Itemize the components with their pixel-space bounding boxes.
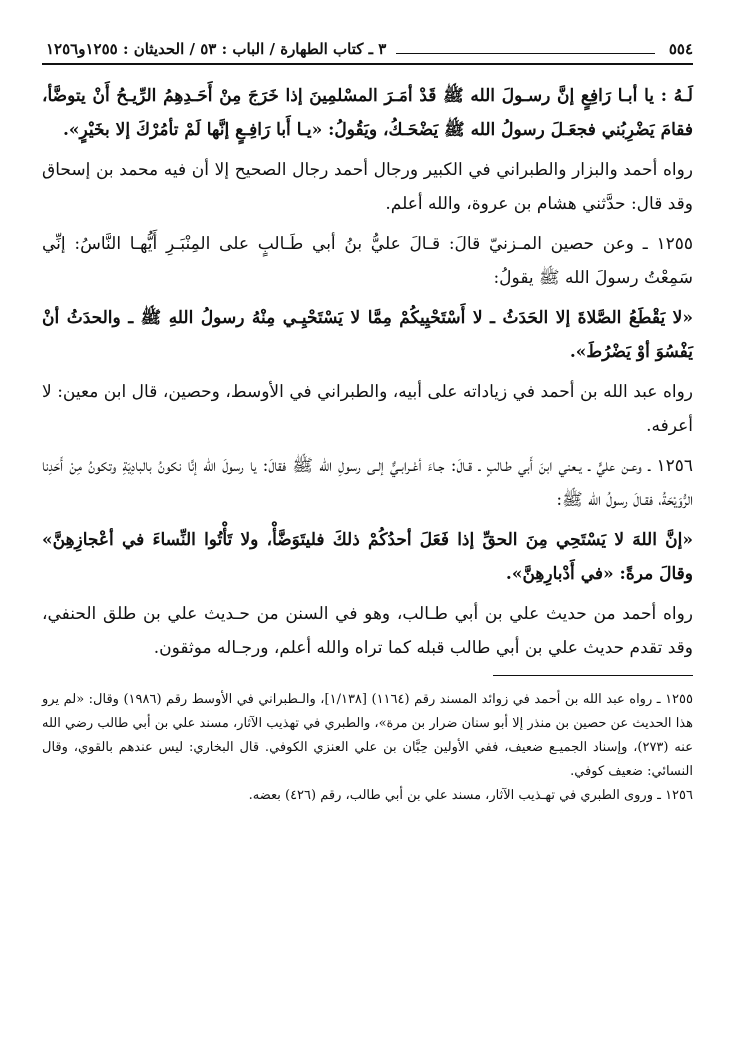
hadith-1256-source: رواه أحمد من حديث علي بن أبي طـالب، وهو في السنن من حـديث علي بن طلق الحنفي، وقد تقدم حديث علي بن أبي طالب قبله كما تراه والله أعلم، ورجـاله موثقون. <box>42 604 693 658</box>
narration-note: رواه أحمد والبزار والطبراني في الكبير ورجال أحمد رجال الصحيح إلا أن فيه محمد بن إسحاق وقد قال: حدَّثني هشام بن عروة، والله أعلم. <box>42 160 693 214</box>
footnote-divider <box>493 675 693 676</box>
header-rule <box>396 53 655 54</box>
hadith-continuation: لَـهُ : يا أبـا رَافِعٍ إنَّ رسـولَ الله ﷺ قَدْ أمَـرَ المسْلمِينَ إذا خَرَجَ مِنْ أَحَـدِهِمُ الرِّيـحُ أَنْ يتوضَّأ، فقامَ يَضْرِبُني فجعَـلَ رسولُ الله ﷺ يَضْحَـكُ، ويَقُولُ: «يـا أَبا رَافِـعٍ إنَّها لَمْ تأمُرْكَ إلا بخَيْرٍ». <box>42 86 693 140</box>
hadith-1256-text: «إنَّ اللهَ لا يَسْتَحِي مِنَ الحقِّ إذا فَعَلَ أحدُكُمْ ذلكَ فليتَوَضَّأْ، ولا تَأْتُوا النِّساءَ في أعْجازِهِنَّ» وقالَ مرةً: «في أَدْبارِهِنَّ». <box>42 530 693 584</box>
hadith-1256-intro: ١٢٥٦ ـ وعـن عليٍّ ـ يـعني ابنَ أَبي طـالبٍ ـ قـالَ: جـاءَ أعْـرابـيٌّ إلـى رسولِ الله ﷺ فقالَ: يا رسولَ الله إنَّا نكونُ بالبادِيَةِ وتكونُ مِنْ أَحَدِنا الرُّوَيْحَةُ، فقـالَ رسولُ الله ﷺ: <box>42 456 693 510</box>
footnotes <box>42 688 693 808</box>
footnote-1256: ١٢٥٦ ـ وروى الطبري في تهـذيب الآثار، مسند علي بن أبي طالب، رقم (٤٢٦) بعضه. <box>248 788 693 803</box>
hadith-1255-source: رواه عبد الله بن أحمد في زياداته على أبيه، والطبراني في الأوسط، وحصين، قال ابن معين: لا أعرفه. <box>42 382 693 436</box>
footnote-1255: ١٢٥٥ ـ رواه عبد الله بن أحمد في زوائد المسند رقم (١١٦٤) [١/١٣٨]، والـطبراني في الأوسط رقم (١٩٨٦) وقال: «لم يرو هذا الحديث عن حصين بن منذر إلا أبو سنان ضرار بن مرة»، والطبري في تهذيب الآثار، مسند علي بن أبي طالب رضي الله عنه (٢٧٣)، وإسناد الجميـع ضعيف، ففي الأولين حِبَّان بن علي العنزي الكوفي. قال البخاري: ليس عندهم بالقوي، وقال النسائي: ضعيف كوفي. <box>42 692 694 779</box>
header-title: ٣ ـ كتاب الطهارة / الباب : ٥٣ / الحديثان : ١٢٥٥و١٢٥٦ <box>46 40 387 58</box>
page-number: ٥٥٤ <box>668 40 693 58</box>
hadith-1255-text: «لا يَقْطَعُ الصَّلاةَ إلا الحَدَثُ ـ لا أَسْتَحْيِيكُمْ مِمَّا لا يَسْتَحْيِـي مِنْهُ رسولُ اللهِ ﷺ ـ والحدَثُ أنْ يَفْسُوَ أوْ يَضْرُطَ». <box>42 308 693 362</box>
hadith-1255-intro: ١٢٥٥ ـ وعن حصين المـزنيّ قالَ: قـالَ عليُّ بنُ أبي طَـالبٍ على المِنْبَـرِ أَيُّهـا النَّاسُ: إنِّي سَمِعْتُ رسولَ الله ﷺ يقولُ: <box>42 234 693 288</box>
running-header <box>42 40 693 65</box>
